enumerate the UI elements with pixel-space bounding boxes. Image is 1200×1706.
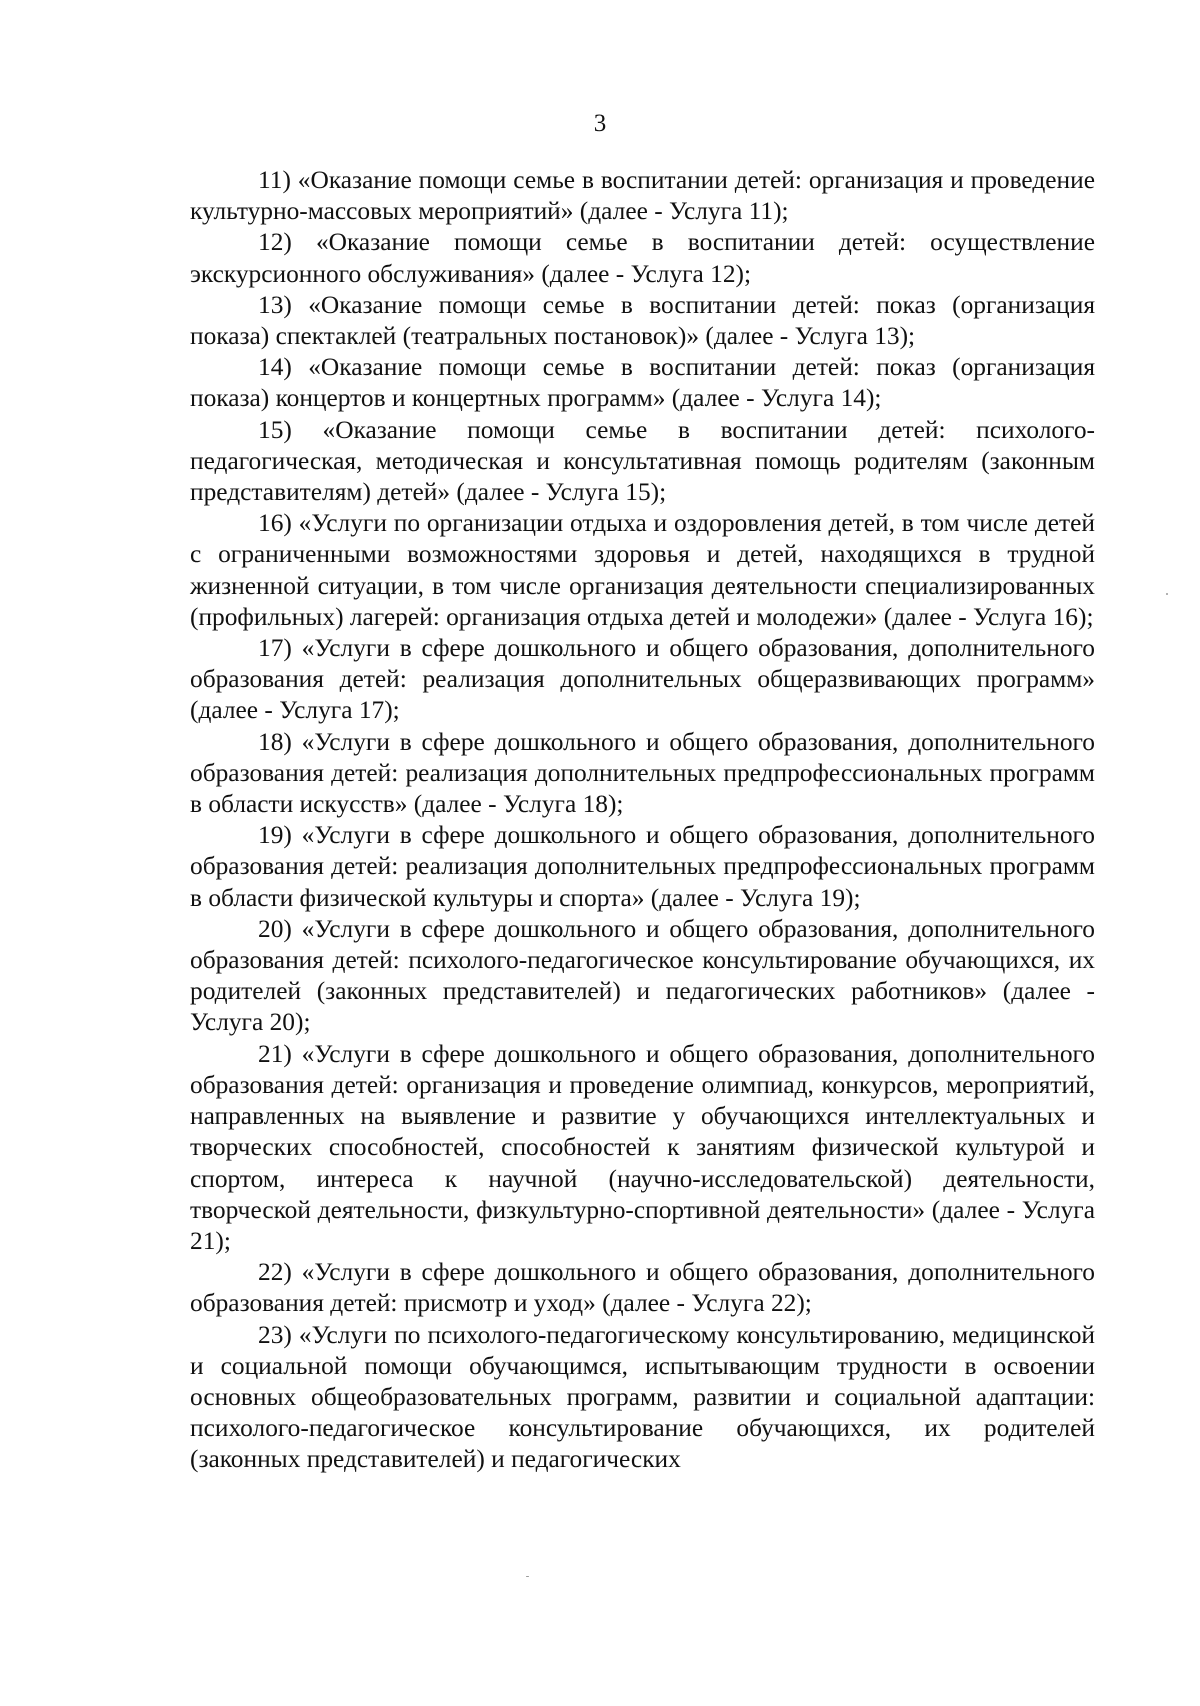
list-item: 17) «Услуги в сфере дошкольного и общего образования, дополнительного образования детей: реализация дополнительных общеразвивающих программ» (далее - Услуга 17); <box>190 634 1095 725</box>
scan-speck <box>526 1576 529 1577</box>
list-item: 19) «Услуги в сфере дошкольного и общего образования, дополнительного образования детей: реализация дополнительных предпрофессиональных программ в области физической культуры и спорта» (далее - Услуга 19); <box>190 821 1095 912</box>
list-item: 23) «Услуги по психолого-педагогическому консультированию, медицинской и социальной помощи обучающимся, испытывающим трудности в освоении основных общеобразовательных программ, развитии и социальной адаптации: психолого-педагогическое консультирование обучающихся, их родителей (законных представителей) и педагогических <box>190 1320 1095 1474</box>
list-item: 15) «Оказание помощи семье в воспитании детей: психолого-педагогическая, методическая и консультативная помощь родителям (законным представителям) детей» (далее - Услуга 15); <box>190 415 1095 507</box>
list-item: 18) «Услуги в сфере дошкольного и общего образования, дополнительного образования детей: реализация дополнительных предпрофессиональных программ в области искусств» (далее - Услуга 18); <box>190 727 1095 819</box>
page-number: 3 <box>593 110 607 137</box>
scan-speck <box>1166 593 1168 595</box>
list-item: 21) «Услуги в сфере дошкольного и общего образования, дополнительного образования детей: организация и проведение олимпиад, конкурсов, мероприятий, направленных на выявление и развитие у обучающихся интеллектуальных и творческих способностей, способностей к занятиям физической культурой и спортом, интереса к научной (научно-исследовательской) деятельности, творческой деятельности, физкультурно-спортивной деятельности» (далее - Услуга 21); <box>190 1039 1095 1255</box>
list-item: 20) «Услуги в сфере дошкольного и общего образования, дополнительного образования детей: психолого-педагогическое консультирование обучающихся, их родителей (законных представителей) и педагогических работников» (далее - Услуга 20); <box>190 914 1095 1037</box>
list-item: 11) «Оказание помощи семье в воспитании детей: организация и проведение культурно-массовых мероприятий» (далее - Услуга 11); <box>190 166 1095 226</box>
list-item: 22) «Услуги в сфере дошкольного и общего образования, дополнительного образования детей: присмотр и уход» (далее - Услуга 22); <box>190 1258 1095 1318</box>
list-item: 12) «Оказание помощи семье в воспитании детей: осуществление экскурсионного обслуживания» (далее - Услуга 12); <box>190 228 1095 288</box>
list-item: 16) «Услуги по организации отдыха и оздоровления детей, в том числе детей с ограниченными возможностями здоровья и детей, находящихся в трудной жизненной ситуации, в том числе организация деятельности специализированных (профильных) лагерей: организация отдыха детей и молодежи» (далее - Услуга 16); <box>190 509 1095 631</box>
list-item: 13) «Оказание помощи семье в воспитании детей: показ (организация показа) спектаклей (театральных постановок)» (далее - Услуга 13); <box>190 290 1095 351</box>
list-item: 14) «Оказание помощи семье в воспитании детей: показ (организация показа) концертов и концертных программ» (далее - Услуга 14); <box>190 353 1095 413</box>
document-body <box>190 165 1095 1476</box>
